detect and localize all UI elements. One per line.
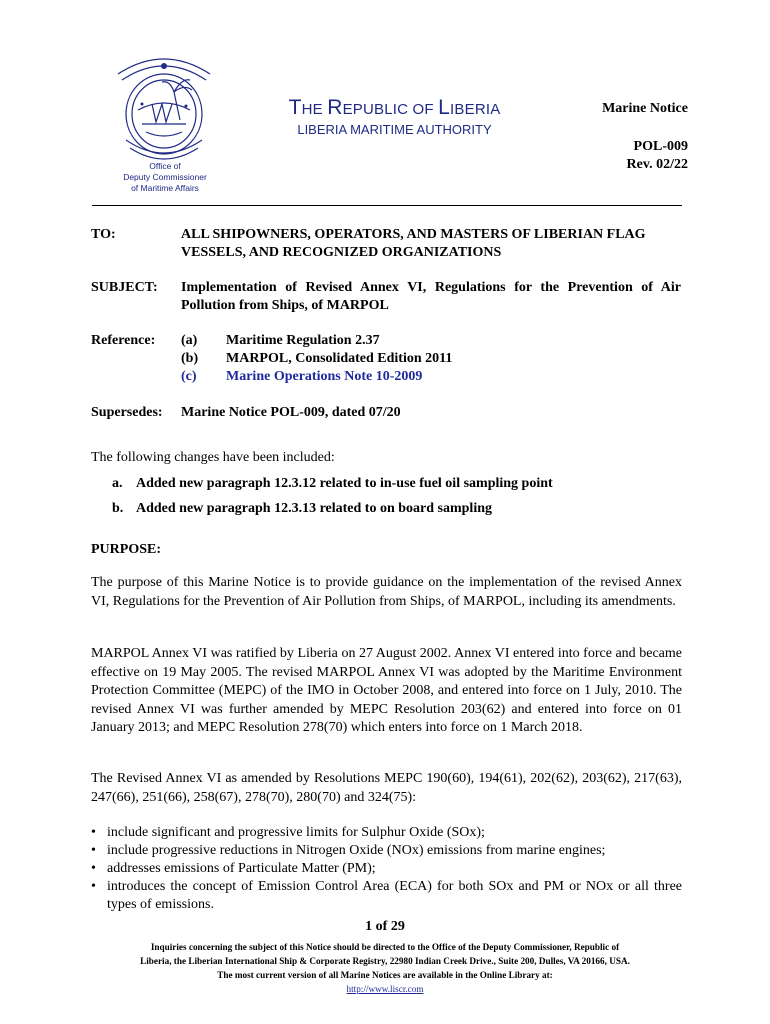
list-item: • addresses emissions of Particulate Matter (PM); [91,861,376,876]
office-line: Office of [149,161,181,171]
republic-title: THE REPUBLIC OF LIBERIA [288,96,501,119]
purpose-heading: PURPOSE: [91,542,161,557]
purpose-paragraph-2: MARPOL Annex VI was ratified by Liberia on 27 August 2002. Annex VI entered into force and became effective on 19 May 2005. The revised MARPOL Annex VI was adopted by the Maritime Environment Protection Committee (MEPC) of the IMO in October 2008, and entered into force on 1 July, 2010. The revised Annex VI was further amended by MEPC Resolution 203(62) and entered into force on 01 January 2013; and MEPC Resolution 278(70) which enters into force on 1 March 2018. [91,646,682,735]
supersedes-value: Marine Notice POL-009, dated 07/20 [181,405,401,420]
authority-name: LIBERIA MARITIME AUTHORITY [297,122,492,137]
notice-revision: Rev. 02/22 [626,157,688,172]
list-item: • include significant and progressive limits for Sulphur Oxide (SOx); [91,825,485,840]
purpose-paragraph-3: The Revised Annex VI as amended by Resolutions MEPC 190(60), 194(61), 202(62), 203(62), 217(63), 247(66), 251(66), 258(67), 278(70), 280(70) and 324(75): [91,771,682,805]
office-line: Deputy Commissioner [123,172,207,182]
footer-line: The most current version of all Marine Notices are available in the Online Library at: http://www.liscr.com [88,968,682,996]
supersedes-label: Supersedes: [91,405,163,420]
bullet-icon: • [91,843,96,858]
list-item: • introduces the concept of Emission Control Area (ECA) for both SOx and PM or NOx or all three types of emissions. [91,879,682,912]
bullet-icon: • [91,825,96,840]
footer-line: Liberia, the Liberian International Ship & Corporate Registry, 22980 Indian Creek Drive., Suite 200, Dulles, VA 20166, USA. [140,956,630,966]
to-label: TO: [91,227,116,242]
bullet-icon: • [91,861,96,876]
emissions-bullet-list [91,824,682,914]
header-divider [92,205,682,206]
page-number: 1 of 29 [365,919,405,934]
notice-number-block [627,138,688,174]
footer-line: Inquiries concerning the subject of this Notice should be directed to the Office of the Deputy Commissioner, Republic of [150,942,620,952]
notice-type: Marine Notice [602,101,688,116]
list-item: • include progressive reductions in Nitrogen Oxide (NOx) emissions from marine engines; [91,843,606,858]
subject-label: SUBJECT: [91,280,158,295]
notice-number: POL-009 [633,139,688,154]
subject-value: Implementation of Revised Annex VI, Regulations for the Prevention of Air Pollution from Ships, of MARPOL [181,280,681,313]
office-line: of Maritime Affairs [131,183,199,193]
reference-label: Reference: [91,333,156,348]
to-value: ALL SHIPOWNERS, OPERATORS, AND MASTERS OF LIBERIAN FLAG VESSELS, AND RECOGNIZED ORGANIZATIONS [181,227,646,260]
changes-intro: The following changes have been included: [91,450,335,465]
purpose-paragraph-1: The purpose of this Marine Notice is to provide guidance on the implementation of the revised Annex VI, Regulations for the Prevention of Air Pollution from Ships, of MARPOL, including its amendments. [91,575,682,609]
office-caption [100,161,230,194]
document-page: Office of Deputy Commissioner of Maritime Affairs THE REPUBLIC OF LIBERIA LIBERIA MARITIME AUTHORITY Marine Notice POL-009 Rev. 02/22 TO: ALL SHIPOWNERS, OPERATORS, AND MASTERS OF LIBERIAN FLAG VESSELS, AND RECOGNIZED ORGANIZATIONS SUBJECT: Implementation of Revised Annex VI, Regulations for the Prevention of Air Pollution from Ships, of MARPOL Reference: (a) Maritime Regulation 2.37 (b) MARPOL, Consolidated Edition 2011 (c) Marine Operations Note 10-2009 Supersedes: Marine Notice POL-009, dated 07/20 The following changes have been included: a. Added new paragraph 12.3.12 related to in-use fuel oil sampling point b. Added new paragraph 12.3.13 related to on board sampling PURPOSE: The purpose of this Marine Notice is to provide guidance on the implementation of the revised Annex VI, Regulations for the Prevention of Air Pollution from Ships, of MARPOL, including its amendments. MARPOL Annex VI was ratified by Liberia on 27 August 2002. Annex VI entered into force and became effective on 19 May 2005. The revised MARPOL Annex VI was adopted by the Maritime Environment Protection Committee (MEPC) of the IMO in October 2008, and entered into force on 1 July, 2010. The revised Annex VI was further amended by MEPC Resolution 203(62) and entered into force on 01 January 2013; and MEPC Resolution 278(70) which enters into force on 1 March 2018. The Revised Annex VI as amended by Resolutions MEPC 190(60), 194(61), 202(62), 203(62), 217(63), 247(66), 251(66), 258(67), 278(70), 280(70) and 324(75): • include significant and progressive limits for Sulphur Oxide (SOx); • include progressive reductions in Nitrogen Oxide (NOx) emissions from marine engines; • addresses emissions of Particulate Matter (PM); • introduces the concept of Emission Control Area (ECA) for both SOx and PM or NOx or all three types of emissions. 1 of 29 Inquiries concerning the subject of this Notice should be directed to the Office of the Deputy Commissioner, Republic of Liberia, the Liberian International Ship & Corporate Registry, 22980 Indian Creek Drive., Suite 200, Dulles, VA 20166, USA. The most current version of all Marine Notices are available in the Online Library at: http://www.liscr.com [0,0,770,1024]
footer-inquiries [88,940,682,996]
online-library-link[interactable]: http://www.liscr.com [346,984,424,994]
bullet-icon: • [91,879,96,894]
liberia-seal-icon [112,44,216,162]
